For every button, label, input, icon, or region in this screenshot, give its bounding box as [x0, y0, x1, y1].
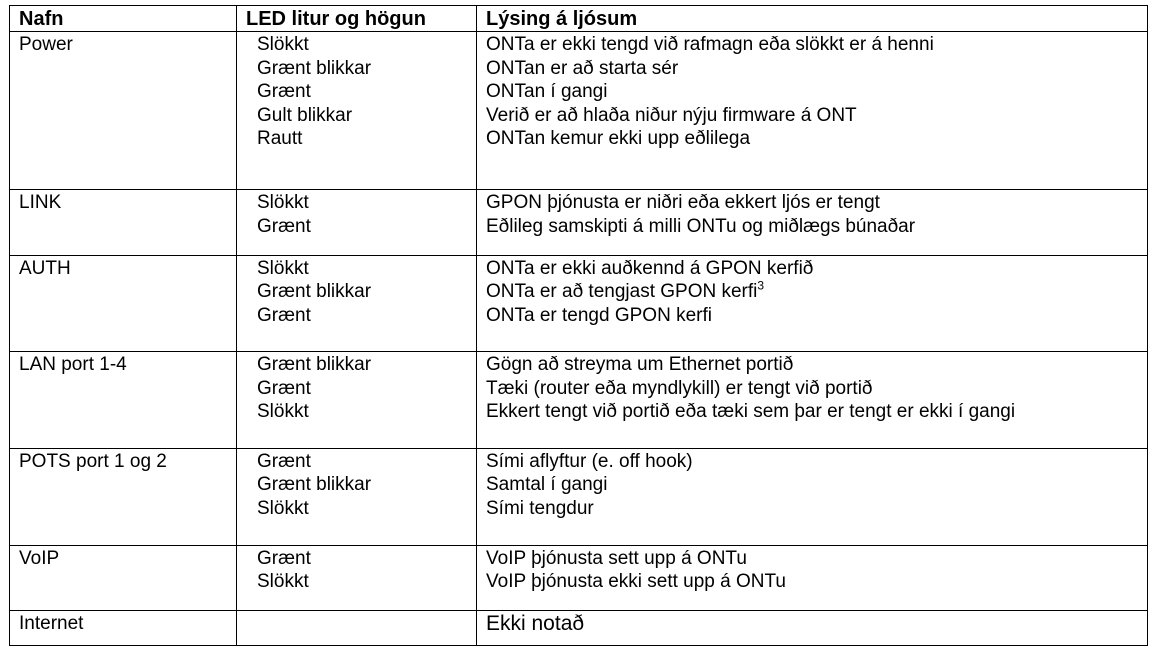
led-state-cell — [237, 448, 477, 545]
description-cell — [477, 448, 1148, 545]
led-state: Grænt blikkar — [257, 474, 372, 496]
led-state: Grænt — [257, 450, 311, 472]
led-state-cell — [237, 190, 477, 256]
led-state: Gult blikkar — [257, 104, 353, 126]
description-cell — [477, 32, 1148, 190]
description-cell — [477, 190, 1148, 256]
led-state: Slökkt — [257, 34, 309, 55]
row-name: Power — [10, 32, 237, 190]
table-row — [10, 352, 1148, 449]
led-state: Grænt — [257, 547, 311, 569]
row-name: LINK — [10, 190, 237, 256]
led-description: ONTa er ekki auðkennd á GPON kerfið — [486, 257, 814, 279]
led-state-cell — [237, 545, 477, 611]
led-description: ONTan í gangi — [486, 81, 608, 102]
led-description: Samtal í gangi — [486, 474, 608, 496]
header-row — [10, 6, 1148, 32]
led-state: Grænt — [257, 81, 311, 102]
table-row — [10, 611, 1148, 646]
led-description: ONTan kemur ekki upp eðlilega — [486, 128, 751, 149]
led-description: Gögn að streyma um Ethernet portið — [486, 354, 794, 376]
header-name: Nafn — [10, 6, 237, 32]
led-description: Tæki (router eða myndlykill) er tengt við portið — [486, 377, 873, 399]
led-state: Grænt — [257, 304, 311, 326]
led-state-cell — [237, 32, 477, 190]
led-description: Sími aflyftur (e. off hook) — [486, 450, 693, 472]
description-cell — [477, 352, 1148, 449]
led-state: Grænt — [257, 377, 311, 399]
table-row — [10, 545, 1148, 611]
led-description: Ekki notað — [486, 612, 585, 636]
row-name: POTS port 1 og 2 — [10, 448, 237, 545]
description-cell — [477, 255, 1148, 352]
led-description: GPON þjónusta er niðri eða ekkert ljós er tengt — [486, 192, 880, 214]
led-description: Sími tengdur — [486, 497, 594, 519]
table-row — [10, 190, 1148, 256]
led-description: Ekkert tengt við portið eða tæki sem þar er tengt er ekki í gangi — [486, 401, 1016, 423]
led-description: ONTa er að tengjast GPON kerfi — [486, 281, 758, 303]
led-state-cell — [237, 611, 477, 646]
led-state: Grænt blikkar — [257, 281, 372, 303]
table-row — [10, 448, 1148, 545]
row-name: AUTH — [10, 255, 237, 352]
row-name: VoIP — [10, 545, 237, 611]
row-name: LAN port 1-4 — [10, 352, 237, 449]
led-state: Slökkt — [257, 192, 309, 214]
row-name: Internet — [10, 611, 237, 646]
led-status-table — [9, 5, 1148, 646]
led-state: Slökkt — [257, 497, 309, 519]
led-state: Grænt blikkar — [257, 354, 372, 376]
led-state: Grænt — [257, 215, 311, 237]
led-description: Verið er að hlaða niður nýju firmware á ONT — [486, 104, 857, 126]
led-state: Grænt blikkar — [257, 57, 372, 79]
led-state: Slökkt — [257, 257, 309, 279]
description-cell — [477, 545, 1148, 611]
led-description: ONTa er tengd GPON kerfi — [486, 304, 712, 326]
led-description: VoIP þjónusta ekki sett upp á ONTu — [486, 571, 786, 592]
led-description: VoIP þjónusta sett upp á ONTu — [486, 547, 747, 569]
led-description-with-footnote — [486, 280, 1138, 304]
led-state: Slökkt — [257, 401, 309, 423]
table-row — [10, 255, 1148, 352]
led-state: Slökkt — [257, 571, 309, 592]
header-description: Lýsing á ljósum — [477, 6, 1148, 32]
led-state: Rautt — [257, 128, 303, 149]
footnote-marker: 3 — [757, 279, 765, 294]
led-state-cell — [237, 255, 477, 352]
led-description: Eðlileg samskipti á milli ONTu og miðlægs búnaðar — [486, 215, 916, 237]
led-description: ONTan er að starta sér — [486, 57, 679, 79]
header-led: LED litur og högun — [237, 6, 477, 32]
led-state-cell — [237, 352, 477, 449]
table-row — [10, 32, 1148, 190]
description-cell — [477, 611, 1148, 646]
led-description: ONTa er ekki tengd við rafmagn eða slökkt er á henni — [486, 34, 934, 55]
